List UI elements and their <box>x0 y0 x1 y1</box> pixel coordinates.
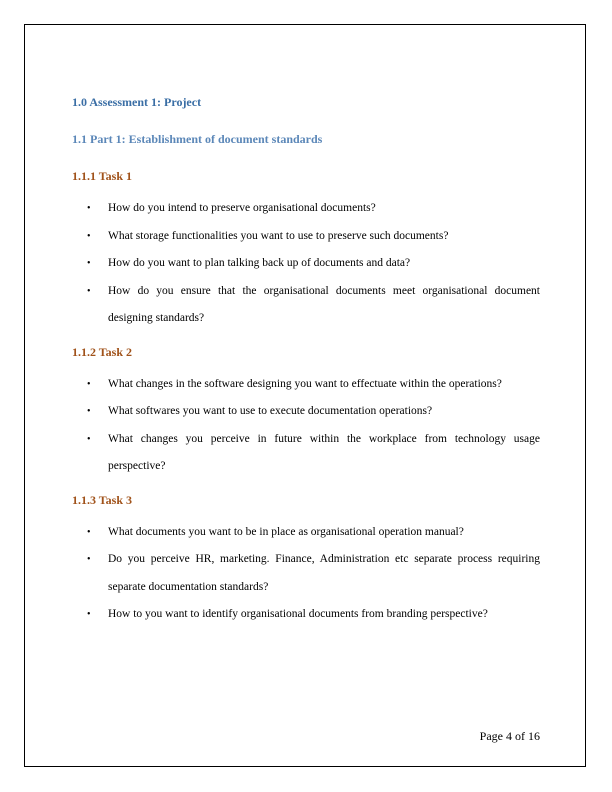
list-item <box>72 546 540 601</box>
list-item <box>72 426 540 481</box>
question-text: How to you want to identify organisational documents from branding perspective? <box>108 608 488 620</box>
task-3-question-list <box>72 519 540 629</box>
bullet-icon: • <box>87 433 91 445</box>
bullet-icon: • <box>87 230 91 242</box>
bullet-icon: • <box>87 203 91 214</box>
list-item <box>72 195 540 223</box>
list-item <box>72 250 540 278</box>
list-item <box>72 278 540 333</box>
list-item <box>72 223 540 251</box>
list-item <box>72 519 540 547</box>
page-number: Page 4 of 16 <box>479 729 540 743</box>
bullet-icon: • <box>87 554 91 565</box>
document-body <box>72 93 540 639</box>
list-item <box>72 601 540 629</box>
heading-task-1: 1.1.1 Task 1 <box>72 169 133 183</box>
question-text: What changes you perceive in future within the workplace from technology usage perspective? <box>108 432 540 472</box>
heading-task-2: 1.1.2 Task 2 <box>72 344 133 359</box>
bullet-icon: • <box>87 526 91 538</box>
heading-assessment: 1.0 Assessment 1: Project <box>72 95 202 109</box>
heading-part-1: 1.1 Part 1: Establishment of document standards <box>72 132 323 146</box>
list-item <box>72 398 540 426</box>
bullet-icon: • <box>87 609 91 620</box>
question-text: What changes in the software designing you want to effectuate within the operations? <box>108 377 502 390</box>
question-text: What documents you want to be in place as organisational operation manual? <box>108 525 464 538</box>
bullet-icon: • <box>87 378 91 390</box>
list-item <box>72 371 540 399</box>
bullet-icon: • <box>87 285 91 297</box>
question-text: How do you want to plan talking back up of documents and data? <box>108 257 411 269</box>
question-text: How do you ensure that the organisational documents meet organisational document designing standards? <box>108 284 540 324</box>
bullet-icon: • <box>87 406 91 417</box>
question-text: Do you perceive HR, marketing. Finance, Administration etc separate process requiring separate documentation standards? <box>108 553 540 593</box>
question-text: What storage functionalities you want to use to preserve such documents? <box>108 229 449 242</box>
task-2-question-list <box>72 371 540 481</box>
bullet-icon: • <box>87 258 91 269</box>
heading-task-3: 1.1.3 Task 3 <box>72 492 133 507</box>
question-text: How do you intend to preserve organisational documents? <box>108 202 376 214</box>
question-text: What softwares you want to use to execute documentation operations? <box>108 405 433 417</box>
task-1-question-list <box>72 195 540 333</box>
